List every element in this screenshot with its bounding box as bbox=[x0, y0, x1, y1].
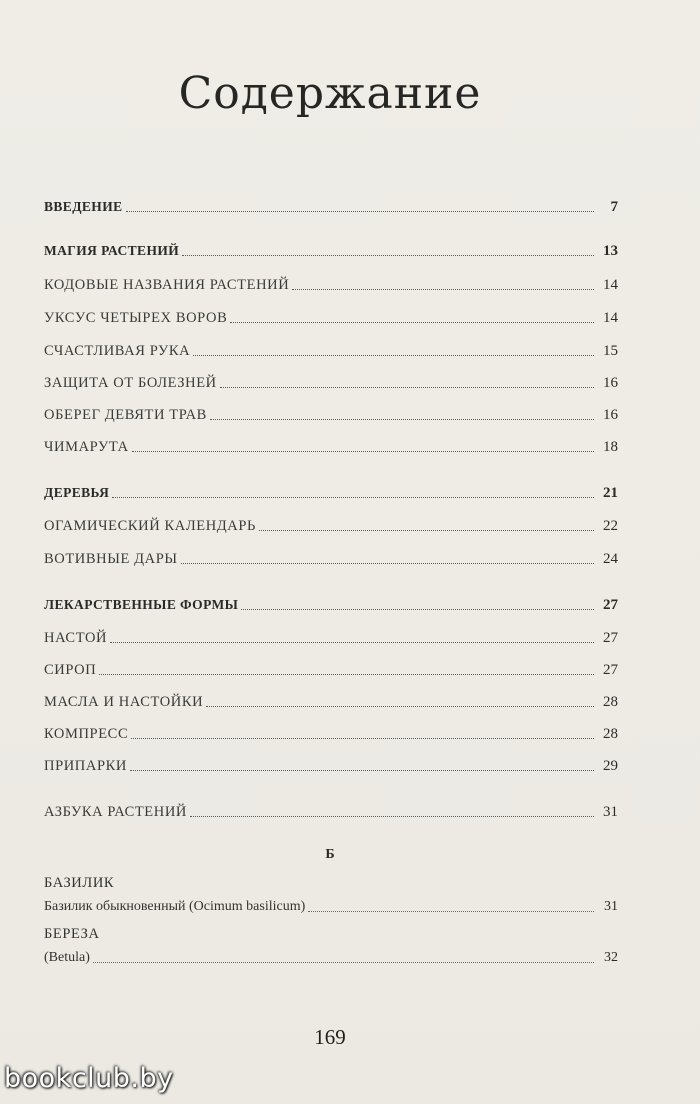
toc-page-number: 28 bbox=[603, 726, 618, 742]
toc-label: ПРИПАРКИ bbox=[44, 758, 127, 774]
plant-entry bbox=[44, 894, 618, 916]
dot-leader bbox=[308, 910, 594, 912]
plant-entry bbox=[44, 945, 618, 967]
dot-leader bbox=[259, 529, 594, 531]
toc-label: ЗАЩИТА ОТ БОЛЕЗНЕЙ bbox=[44, 375, 217, 391]
toc-page-number: 22 bbox=[603, 518, 618, 534]
dot-leader bbox=[230, 321, 594, 323]
dot-leader bbox=[182, 254, 594, 256]
dot-leader bbox=[112, 496, 594, 498]
dot-leader bbox=[210, 418, 594, 420]
dot-leader bbox=[132, 450, 594, 452]
toc-item bbox=[44, 511, 618, 535]
toc-section-alphabet bbox=[44, 797, 618, 821]
dot-leader bbox=[190, 815, 594, 817]
toc-page-number: 32 bbox=[604, 950, 618, 965]
plant-heading: БЕРЕЗА bbox=[44, 926, 100, 942]
dot-leader bbox=[110, 641, 594, 643]
toc-item bbox=[44, 432, 618, 456]
toc-label: СЧАСТЛИВАЯ РУКА bbox=[44, 343, 191, 359]
dot-leader bbox=[292, 288, 594, 290]
toc-page-number: 16 bbox=[603, 375, 618, 391]
toc-page-number: 28 bbox=[603, 694, 618, 710]
toc-label: СИРОП bbox=[44, 662, 97, 678]
watermark-text: bookclub.by bbox=[4, 1063, 174, 1094]
toc-item bbox=[44, 623, 618, 647]
toc-item bbox=[44, 368, 618, 392]
toc-page-number: 27 bbox=[603, 630, 618, 646]
toc-page-number: 21 bbox=[603, 485, 618, 501]
toc-page-number: 18 bbox=[603, 439, 618, 455]
toc-page-number: 29 bbox=[603, 758, 618, 774]
toc-item bbox=[44, 687, 618, 711]
toc-page-number: 14 bbox=[603, 277, 618, 293]
dot-leader bbox=[131, 737, 594, 739]
dot-leader bbox=[181, 562, 594, 564]
toc-label: КОМПРЕСС bbox=[44, 726, 129, 742]
toc-item bbox=[44, 270, 618, 294]
toc-item bbox=[44, 336, 618, 360]
toc-section-plant-magic bbox=[44, 236, 618, 260]
toc-label: ЧИМАРУТА bbox=[44, 439, 129, 455]
toc-label: УКСУС ЧЕТЫРЕХ ВОРОВ bbox=[44, 310, 228, 326]
toc-item bbox=[44, 544, 618, 568]
toc-item bbox=[44, 655, 618, 679]
toc-label: АЗБУКА РАСТЕНИЙ bbox=[44, 804, 187, 820]
dot-leader bbox=[241, 608, 594, 610]
toc-label: МАГИЯ РАСТЕНИЙ bbox=[44, 243, 180, 258]
dot-leader bbox=[93, 961, 594, 963]
toc-page-number: 14 bbox=[603, 310, 618, 326]
dot-leader bbox=[220, 386, 594, 388]
toc-label: НАСТОЙ bbox=[44, 630, 108, 646]
toc-label: ВВЕДЕНИЕ bbox=[44, 199, 123, 214]
toc-section-intro bbox=[44, 192, 618, 216]
toc-page-number: 27 bbox=[603, 597, 618, 613]
page-number: 169 bbox=[314, 1025, 346, 1049]
toc-section-forms bbox=[44, 590, 618, 614]
dot-leader bbox=[99, 673, 594, 675]
toc-label: ДЕРЕВЬЯ bbox=[44, 485, 110, 500]
dot-leader bbox=[193, 354, 594, 356]
plant-entry-text: (Betula) bbox=[44, 950, 90, 965]
toc-page-number: 16 bbox=[603, 407, 618, 423]
dot-leader bbox=[126, 210, 594, 212]
toc-page-number: 7 bbox=[610, 199, 618, 215]
toc-label: ОБЕРЕГ ДЕВЯТИ ТРАВ bbox=[44, 407, 207, 423]
toc-page-number: 15 bbox=[603, 343, 618, 359]
toc-page-number: 31 bbox=[603, 804, 618, 820]
toc-label: ОГАМИЧЕСКИЙ КАЛЕНДАРЬ bbox=[44, 518, 256, 534]
toc-item bbox=[44, 719, 618, 743]
dot-leader bbox=[130, 769, 594, 771]
plant-entry-text: Базилик обыкновенный (Ocimum basilicum) bbox=[44, 899, 306, 914]
toc-item bbox=[44, 751, 618, 775]
toc-page-number: 24 bbox=[603, 551, 618, 567]
toc-label: КОДОВЫЕ НАЗВАНИЯ РАСТЕНИЙ bbox=[44, 277, 290, 293]
letter-heading: Б bbox=[325, 847, 335, 862]
toc-item bbox=[44, 400, 618, 424]
toc-page-number: 27 bbox=[603, 662, 618, 678]
toc-page-number: 31 bbox=[604, 899, 618, 914]
dot-leader bbox=[206, 705, 594, 707]
toc-label: ВОТИВНЫЕ ДАРЫ bbox=[44, 551, 178, 567]
plant-heading: БАЗИЛИК bbox=[44, 875, 115, 891]
toc-label: МАСЛА И НАСТОЙКИ bbox=[44, 694, 204, 710]
toc-page-number: 13 bbox=[603, 243, 618, 259]
page-title: Содержание bbox=[178, 68, 482, 119]
toc-item bbox=[44, 303, 618, 327]
toc-label: ЛЕКАРСТВЕННЫЕ ФОРМЫ bbox=[44, 597, 239, 612]
toc-section-trees bbox=[44, 478, 618, 502]
